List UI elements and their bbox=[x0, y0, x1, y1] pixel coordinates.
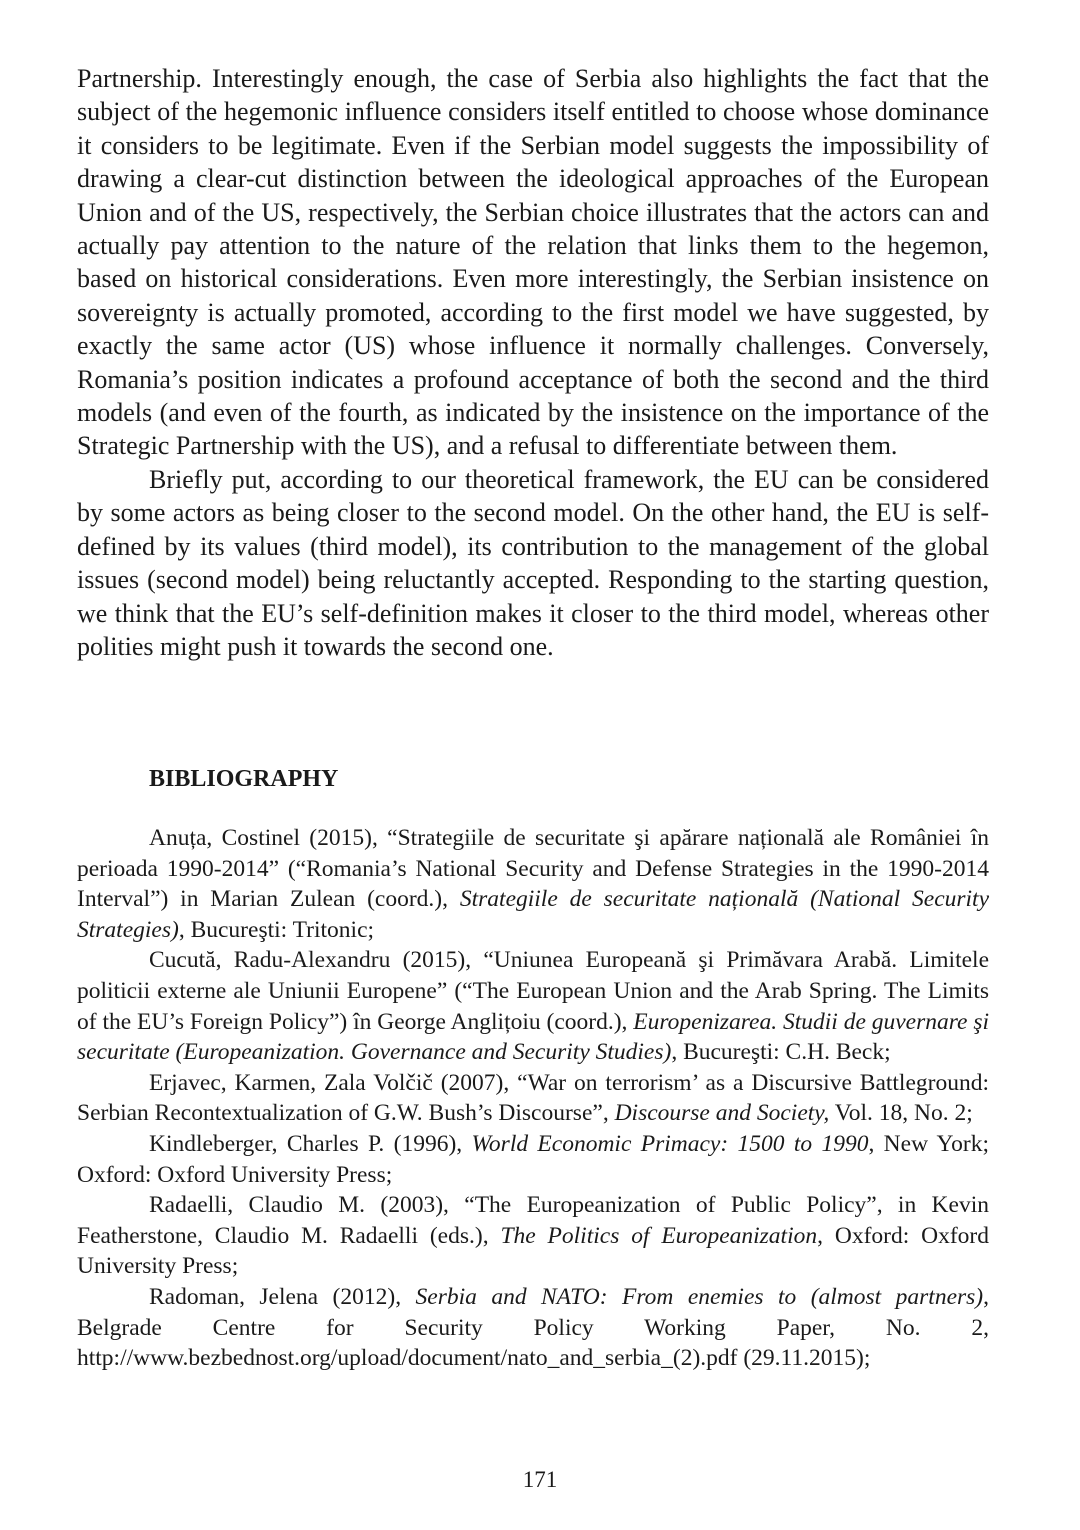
page-number: 171 bbox=[522, 1467, 558, 1492]
body-paragraph: Briefly put, according to our theoretical framework, the EU can be considered by some actors as being closer to the second model. On the other hand, the EU is self-defined by its values (third model), its contribution to the management of the global issues (second model) being reluctantly accepted. Responding to the starting question, we think that the EU’s self-definition makes it closer to the third model, whereas other polities might push it towards the second one. bbox=[77, 464, 989, 661]
bibliography-entry: Anuța, Costinel (2015), “Strategiile de securitate şi apărare națională ale României în perioada 1990-2014” (“Romania’s National Security and Defense Strategies in the 1990-2014 Interval”) in Marian Zulean (coord.), Strategiile de securitate națională (National Security Strategies), Bucureşti: Tritonic; bbox=[77, 825, 990, 943]
body-paragraph: Partnership. Interestingly enough, the case of Serbia also highlights the fact that the subject of the hegemonic influence considers itself entitled to choose whose dominance it considers to be legitimate. Even if the Serbian model suggests the impossibility of drawing a clear-cut distinction between the ideological approaches of the European Union and of the US, respectively, the Serbian choice illustrates that the actors can and actually pay attention to the nature of the relation that links them to the hegemon, based on historical considerations. Even more interestingly, the Serbian insistence on sovereignty is actually promoted, according to the first model we have suggested, by exactly the same actor (US) whose influence it normally challenges. Conversely, Romania’s position indicates a profound acceptance of both the second and the third models (and even of the fourth, as indicated by the insistence on the importance of the Strategic Partnership with the US), and a refusal to differentiate between them. bbox=[77, 64, 989, 461]
bibliography-entry: Radoman, Jelena (2012), Serbia and NATO: From enemies to (almost partners), Belgrade Centre for Security Policy Working Paper, No. 2, http://www.bezbednost.org/upload/document/nato_and_serbia_(2).pdf (29.11.2015); bbox=[77, 1283, 989, 1372]
body-text bbox=[77, 62, 989, 663]
bibliography-entry: Cucută, Radu-Alexandru (2015), “Uniunea Europeană şi Primăvara Arabă. Limitele politicii externe ale Uniunii Europene” (“The European Union and the Arab Spring. The Limits of the EU’s Foreign Policy”) în George Anglițoiu (coord.), Europenizarea. Studii de guvernare şi securitate (Europeanization. Governance and Security Studies), Bucureşti: C.H. Beck; bbox=[77, 947, 990, 1066]
bibliography-entry: Erjavec, Karmen, Zala Volčič (2007), “War on terrorism’ as a Discursive Battleground: Serbian Recontextualization of G.W. Bush’s Discourse”, Discourse and Society, Vol. 18, No. 2; bbox=[77, 1069, 989, 1127]
bibliography-list bbox=[77, 823, 989, 1374]
bibliography-entry: Kindleberger, Charles P. (1996), World Economic Primacy: 1500 to 1990, New York; Oxford: Oxford University Press; bbox=[77, 1130, 989, 1188]
bibliography-heading: BIBLIOGRAPHY bbox=[149, 766, 339, 792]
bibliography-entry: Radaelli, Claudio M. (2003), “The Europeanization of Public Policy”, in Kevin Featherstone, Claudio M. Radaelli (eds.), The Politics of Europeanization, Oxford: Oxford University Press; bbox=[77, 1192, 989, 1280]
